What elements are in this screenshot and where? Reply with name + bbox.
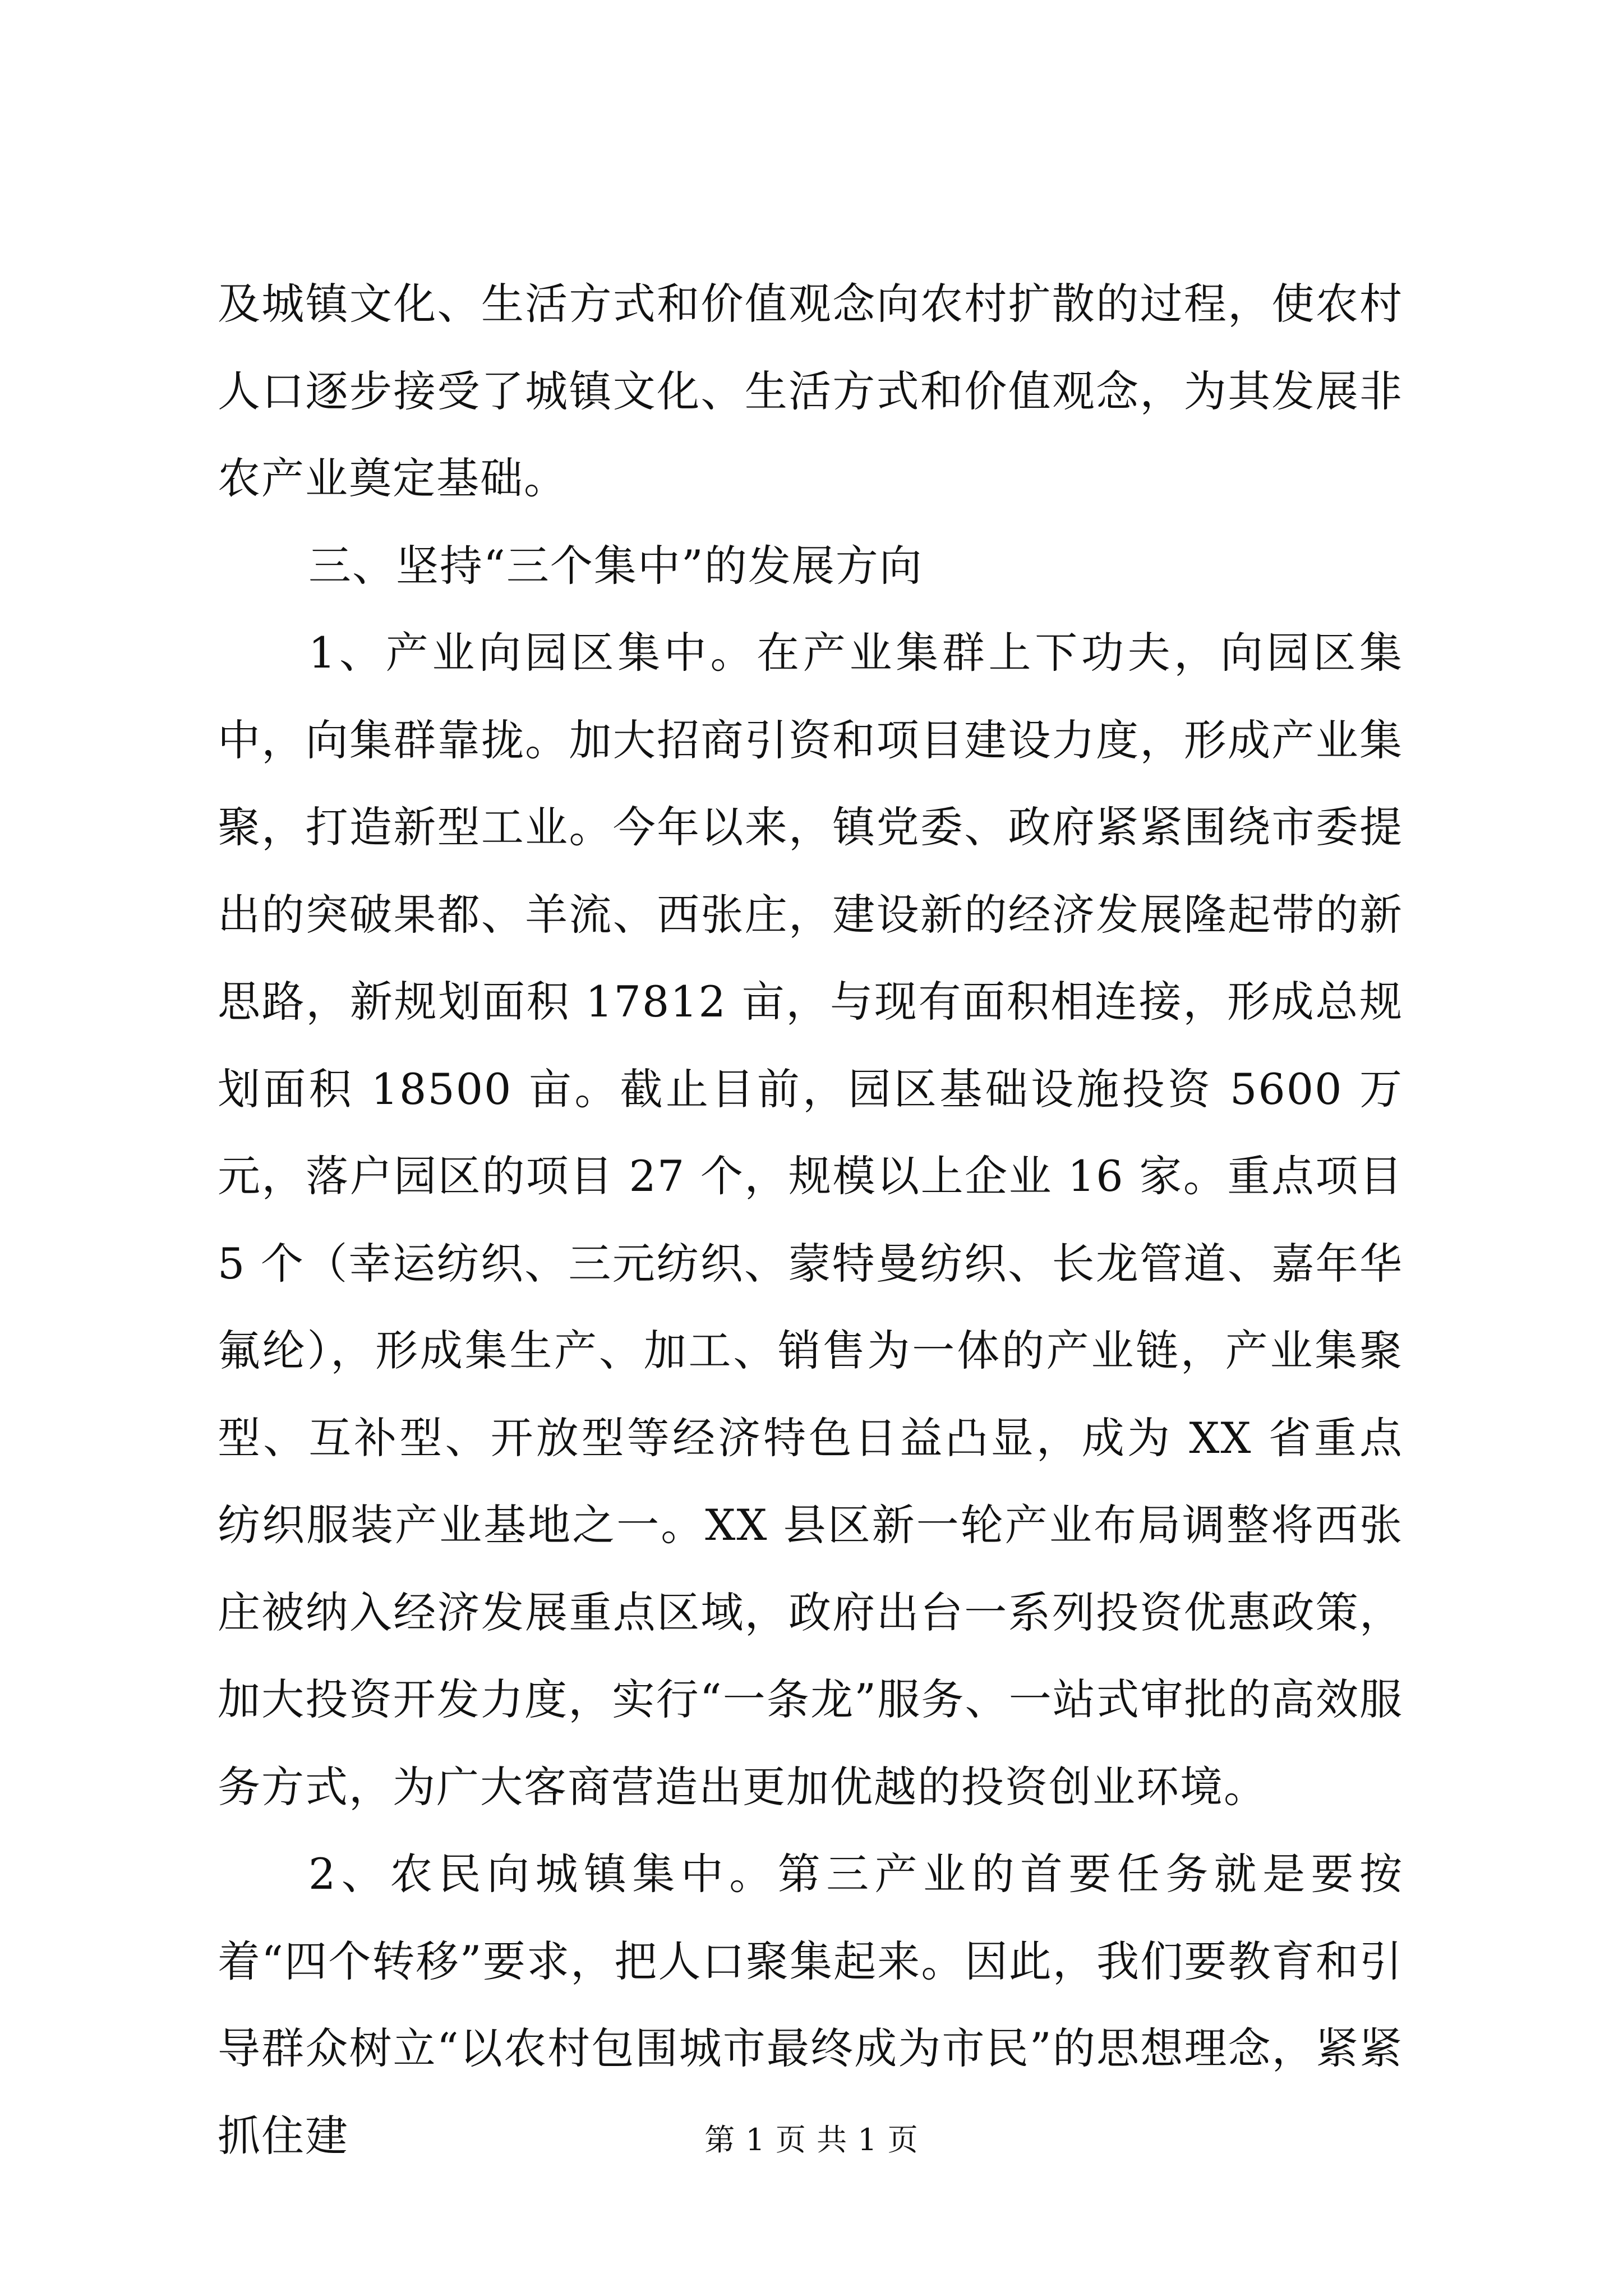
paragraph-point-2: 2、农民向城镇集中。第三产业的首要任务就是要按着“四个转移”要求，把人口聚集起来。因此，我们要教育和引导群众树立“以农村包围城市最终成为市民”的思想理念，紧紧抓住建 bbox=[218, 1849, 1403, 2161]
section-heading: 三、坚持“三个集中”的发展方向 bbox=[308, 540, 923, 591]
page-number-footer: 第 1 页 共 1 页 bbox=[704, 2122, 919, 2157]
document-body bbox=[218, 260, 1403, 2179]
paragraph-point-1: 1、产业向园区集中。在产业集群上下功夫，向园区集中，向集群靠拢。加大招商引资和项目建设力度，形成产业集聚，打造新型工业。今年以来，镇党委、政府紧紧围绕市委提出的突破果都、羊流、西张庄，建设新的经济发展隆起带的新思路，新规划面积 17812 亩，与现有面积相连接，形成总规划面积 18500 亩。截止目前，园区基础设施投资 5600 万元，落户园区的项目 27 个，规模以上企业 16 家。重点项目 5 个（幸运纺织、三元纺织、蒙特曼纺织、长龙管道、嘉年华氟纶），形成集生产、加工、销售为一体的产业链，产业集聚型、互补型、开放型等经济特色日益凸显，成为 XX 省重点纺织服装产业基地之一。XX 县区新一轮产业布局调整将西张庄被纳入经济发展重点区域，政府出台一系列投资优惠政策，加大投资开发力度，实行“一条龙”服务、一站式审批的高效服务方式，为广大客商营造出更加优越的投资创业环境。 bbox=[218, 628, 1403, 1812]
paragraph-intro-continuation: 及城镇文化、生活方式和价值观念向农村扩散的过程，使农村人口逐步接受了城镇文化、生活方式和价值观念，为其发展非农产业奠定基础。 bbox=[218, 279, 1403, 503]
